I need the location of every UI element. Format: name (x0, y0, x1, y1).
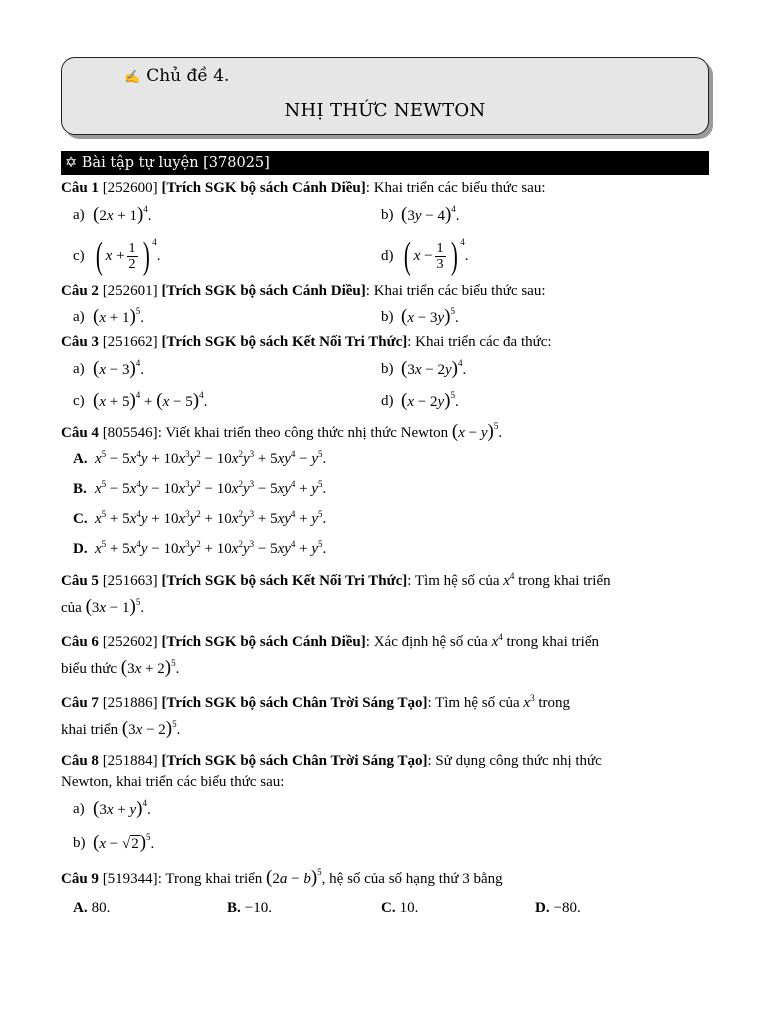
math-expression: $(x - 2y)^5$. (401, 389, 459, 411)
chapter-title: NHỊ THỨC NEWTON (284, 100, 486, 121)
math-expression: $(x - 3)^4$. (93, 357, 145, 379)
q2-b: b) $(x - 3y)^5$. (381, 305, 459, 327)
question-source: [Trích SGK bộ sách Kết Nối Tri Thức] (161, 573, 408, 589)
q9-option-b[interactable]: B. −10. (227, 900, 272, 916)
question-id: [252600] (102, 180, 158, 196)
question-number: Câu 9 (61, 871, 99, 887)
question-text: : Xác định hệ số của (365, 634, 488, 650)
topic-line (124, 66, 229, 86)
question-3 (61, 332, 709, 353)
star-icon: ✡ (65, 155, 78, 171)
q4-option-a[interactable]: A. $x^5 - 5x^4y + 10x^3y^2 - 10x^2y^3 + 5xy^4 - y^5$. (61, 444, 709, 474)
q3-b: b) $(3x - 2y)^4$. (381, 357, 467, 379)
math-expression: $(3x - 2)^5$. (121, 718, 181, 739)
question-4 (61, 421, 709, 444)
question-source: [Trích SGK bộ sách Kết Nối Tri Thức] (161, 334, 408, 350)
question-id: [519344] (102, 871, 158, 887)
question-id: [251884] (102, 753, 158, 769)
math-expression: ( x + $\frac{1}{2}$ ) $^4$ . (95, 235, 161, 277)
question-source: [Trích SGK bộ sách Chân Trời Sáng Tạo] (161, 753, 428, 769)
question-source: [Trích SGK bộ sách Chân Trời Sáng Tạo] (161, 695, 428, 711)
question-number: Câu 6 (61, 634, 99, 650)
q8-b: b) $(x - √2)^5$. (73, 831, 155, 853)
q1-b: b) $(3y - 4)^4$. (381, 203, 460, 225)
math-expression: $x^5 - 5x^4y + 10x^3y^2 - 10x^2y^3 + 5xy^4 - y^5$. (95, 448, 327, 467)
q9-option-c[interactable]: C. 10. (381, 900, 419, 916)
question-text: : Khai triển các biểu thức sau: (365, 180, 546, 196)
question-source: [Trích SGK bộ sách Cánh Diều] (161, 634, 366, 650)
question-id: [252602] (102, 634, 158, 650)
chapter-title-box (61, 57, 709, 135)
math-expression: $(3x - 2y)^4$. (401, 357, 467, 379)
math-expression: $(3y - 4)^4$. (401, 203, 460, 225)
question-number: Câu 4 (61, 425, 99, 441)
question-id: [805546] (102, 425, 158, 441)
q4-option-b[interactable]: B. $x^5 - 5x^4y - 10x^3y^2 - 10x^2y^3 - 5xy^4 + y^5$. (61, 474, 709, 504)
q1-a: a) $(2x + 1)^4$. (73, 203, 152, 225)
q3-c: c) $(x + 5)^4 + (x - 5)^4$. (73, 389, 208, 411)
math-expression: $(x + 5)^4 + (x - 5)^4$. (93, 389, 208, 411)
q3-a: a) $(x - 3)^4$. (73, 357, 145, 379)
math-expression: $(3x - 1)^5$. (85, 596, 145, 617)
q1-row-ab (61, 199, 709, 231)
question-2 (61, 281, 709, 302)
question-text: : Khai triển các đa thức: (407, 334, 552, 350)
question-id: [251662] (102, 334, 158, 350)
section-header (61, 151, 709, 175)
topic-label: Chủ đề 4. (146, 66, 230, 86)
question-number: Câu 2 (61, 283, 99, 299)
question-number: Câu 5 (61, 573, 99, 589)
q4-option-d[interactable]: D. $x^5 + 5x^4y - 10x^3y^2 + 10x^2y^3 - 5xy^4 + y^5$. (61, 534, 709, 564)
question-id: [251663] (102, 573, 158, 589)
q9-option-a[interactable]: A. 80. (73, 900, 111, 916)
q4-option-c[interactable]: C. $x^5 + 5x^4y + 10x^3y^2 + 10x^2y^3 + 5xy^4 + y^5$. (61, 504, 709, 534)
q2-a: a) $(x + 1)^5$. (73, 305, 145, 327)
q1-d: d) ( x − $\frac{1}{3}$ ) $^4$ . (381, 235, 469, 277)
question-id: [251886] (102, 695, 158, 711)
math-expression: $(x - √2)^5$. (93, 831, 155, 853)
question-number: Câu 7 (61, 695, 99, 711)
q9-answers (61, 898, 709, 919)
math-expression: $(2x + 1)^4$. (93, 203, 152, 225)
question-source: [Trích SGK bộ sách Cánh Diều] (161, 283, 366, 299)
question-number: Câu 1 (61, 180, 99, 196)
question-text: : Khai triển các biểu thức sau: (365, 283, 546, 299)
question-number: Câu 8 (61, 753, 99, 769)
math-expression: $(3x + 2)^5$. (120, 657, 180, 678)
question-8: Câu 8 [251884] [Trích SGK bộ sách Chân Trời Sáng Tạo]: Sử dụng công thức nhị thức Newton, khai triển các biểu thức sau: (61, 753, 602, 790)
question-text: : Tìm hệ số của (407, 573, 500, 589)
math-expression: $(x - y)^5$. (451, 421, 503, 442)
question-text: : Trong khai triển (157, 871, 263, 887)
math-expression: $x^4$ (503, 571, 515, 589)
math-expression: $x^4$ (491, 632, 503, 650)
question-text: : Viết khai triển theo công thức nhị thức Newton (157, 425, 449, 441)
math-expression: $x^5 + 5x^4y - 10x^3y^2 + 10x^2y^3 - 5xy^4 + y^5$. (95, 538, 327, 557)
q3-row-cd (61, 385, 709, 417)
question-source: [Trích SGK bộ sách Cánh Diều] (161, 180, 366, 196)
math-expression: ( x − $\frac{1}{3}$ ) $^4$ . (403, 235, 469, 277)
section-label: Bài tập tự luyện [378025] (81, 155, 270, 171)
q3-row-ab (61, 353, 709, 385)
question-text: : Tìm hệ số của (427, 695, 520, 711)
question-9: Câu 9 [519344]: Trong khai triển $(2a - b)^5$, hệ số của số hạng thứ 3 bằng (61, 867, 503, 888)
math-expression: $(3x + y)^4$. (93, 797, 151, 819)
q1-row-cd (61, 231, 709, 281)
math-expression: $x^5 - 5x^4y - 10x^3y^2 - 10x^2y^3 - 5xy^4 + y^5$. (95, 478, 327, 497)
question-number: Câu 3 (61, 334, 99, 350)
math-expression: $(x + 1)^5$. (93, 305, 145, 327)
exercise-content (61, 178, 709, 919)
question-5: Câu 5 [251663] [Trích SGK bộ sách Kết Nối Tri Thức]: Tìm hệ số của $x^4$ trong khai triển của $(3x - 1)^5$. (61, 571, 611, 617)
q2-row-ab (61, 302, 709, 332)
q9-option-d[interactable]: D. −80. (535, 900, 581, 916)
q8-a: a) $(3x + y)^4$. (73, 797, 151, 819)
question-7: Câu 7 [251886] [Trích SGK bộ sách Chân Trời Sáng Tạo]: Tìm hệ số của $x^3$ trong khai triển $(3x - 2)^5$. (61, 693, 571, 739)
math-expression: $(x - 3y)^5$. (401, 305, 459, 327)
question-id: [252601] (102, 283, 158, 299)
q1-c: c) ( x + $\frac{1}{2}$ ) $^4$ . (73, 235, 161, 277)
math-expression: $x^5 + 5x^4y + 10x^3y^2 + 10x^2y^3 + 5xy^4 + y^5$. (95, 508, 327, 527)
question-text: : Sử dụng công thức nhị thức (427, 753, 602, 769)
math-expression: $(2a - b)^5$ (266, 867, 322, 888)
math-expression: $x^3$ (523, 693, 535, 711)
question-6: Câu 6 [252602] [Trích SGK bộ sách Cánh Diều]: Xác định hệ số của $x^4$ trong khai triển biểu thức $(3x + 2)^5$. (61, 632, 599, 678)
q3-d: d) $(x - 2y)^5$. (381, 389, 459, 411)
pencil-icon: ✍ (124, 70, 141, 85)
question-1 (61, 178, 709, 199)
